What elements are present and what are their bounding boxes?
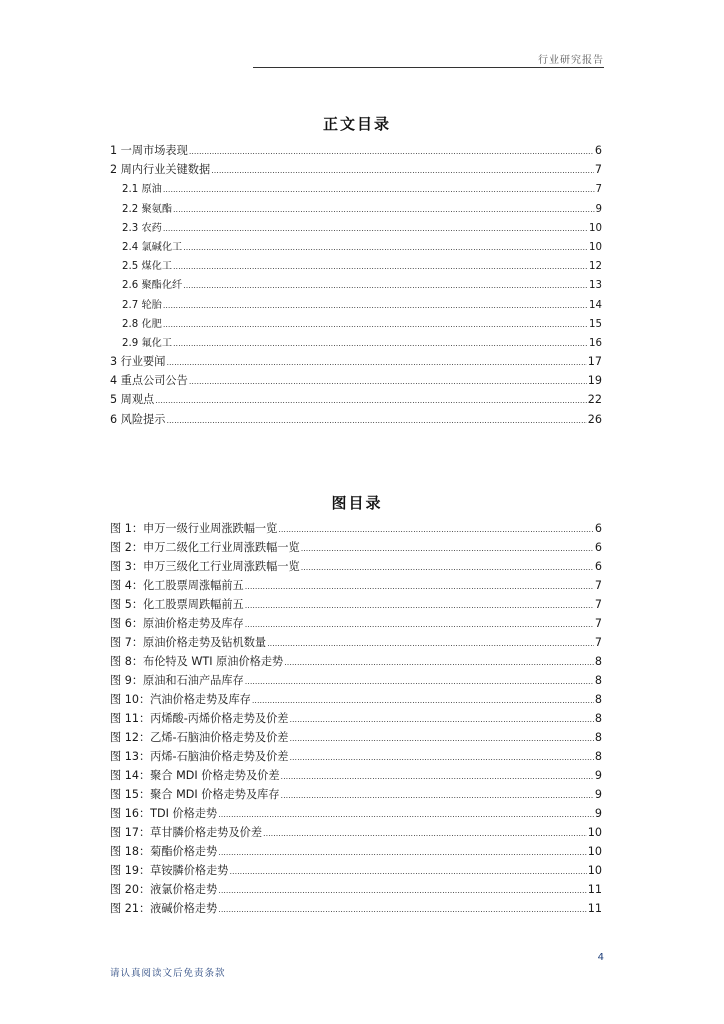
figure-entry-label: 图 9：原油和石油产品库存: [110, 674, 244, 687]
toc-entry-page: 6: [594, 144, 602, 157]
toc-entry-label: 2.5 煤化工: [122, 261, 173, 273]
toc-entry-label: 6 风险提示: [110, 412, 166, 426]
toc-entry-label: 3 行业要闻: [110, 355, 166, 369]
figure-entry-page: 10: [587, 864, 602, 877]
toc-entry-label: 2.9 氟化工: [122, 337, 173, 349]
figure-entry-page: 7: [594, 598, 602, 611]
toc-list: [110, 142, 602, 430]
toc-entry[interactable]: [110, 411, 602, 430]
toc-entry-page: 10: [589, 241, 602, 253]
figure-entry[interactable]: [110, 691, 602, 710]
dot-leader: [289, 753, 593, 762]
toc-entry-page: 14: [589, 299, 602, 311]
dot-leader: [163, 185, 595, 194]
figure-entry[interactable]: [110, 805, 602, 824]
figure-entry-label: 图 17：草甘膦价格走势及价差: [110, 826, 263, 839]
figure-entry-page: 6: [594, 522, 602, 535]
report-type-header: 行业研究报告: [538, 55, 604, 66]
toc-entry-label: 2.1 原油: [122, 184, 162, 196]
toc-entry-page: 17: [587, 355, 602, 369]
toc-entry[interactable]: [110, 257, 602, 276]
figure-list-title: 图目录: [331, 494, 383, 512]
figure-entry-page: 6: [594, 541, 602, 554]
dot-leader: [267, 639, 594, 648]
dot-leader: [289, 734, 593, 743]
figure-entry-page: 8: [594, 655, 602, 668]
toc-entry[interactable]: [110, 353, 602, 372]
toc-entry-label: 2.4 氯碱化工: [122, 241, 183, 253]
figure-entry-label: 图 13：丙烯-石脑油价格走势及价差: [110, 750, 289, 763]
figure-entry-label: 图 6：原油价格走势及库存: [110, 617, 244, 630]
figure-entry[interactable]: [110, 577, 602, 596]
dot-leader: [245, 582, 594, 591]
figure-entry-page: 10: [587, 826, 602, 839]
dot-leader: [278, 525, 594, 534]
toc-entry[interactable]: [110, 142, 602, 161]
figure-entry-label: 图 12：乙烯-石脑油价格走势及价差: [110, 731, 289, 744]
toc-entry-label: 2.6 聚酯化纤: [122, 280, 183, 292]
dot-leader: [245, 601, 594, 610]
figure-entry-page: 8: [594, 750, 602, 763]
figure-entry-page: 6: [594, 560, 602, 573]
figure-entry-page: 8: [594, 674, 602, 687]
toc-entry[interactable]: [110, 296, 602, 315]
figure-entry-page: 11: [587, 902, 602, 915]
toc-entry[interactable]: [110, 238, 602, 257]
figure-entry[interactable]: [110, 824, 602, 843]
figure-entry-label: 图 11：丙烯酸-丙烯价格走势及价差: [110, 712, 289, 725]
dot-leader: [229, 867, 586, 876]
figure-entry-label: 图 18：菊酯价格走势: [110, 845, 218, 858]
figure-entry-label: 图 4：化工股票周涨幅前五: [110, 579, 244, 592]
dot-leader: [301, 544, 594, 553]
figure-entry-page: 9: [594, 788, 602, 801]
figure-entry-label: 图 1：申万一级行业周涨跌幅一览: [110, 522, 278, 535]
page-number: 4: [597, 952, 604, 963]
dot-leader: [163, 224, 588, 233]
dot-leader: [263, 829, 587, 838]
figure-entry-label: 图 10：汽油价格走势及库存: [110, 693, 251, 706]
figure-entry[interactable]: [110, 729, 602, 748]
dot-leader: [218, 848, 586, 857]
toc-entry-label: 2.7 轮胎: [122, 299, 162, 311]
figure-entry-page: 8: [594, 731, 602, 744]
figure-entry[interactable]: [110, 615, 602, 634]
toc-entry[interactable]: [110, 200, 602, 219]
toc-entry-page: 22: [587, 393, 602, 407]
dot-leader: [218, 810, 594, 819]
dot-leader: [173, 205, 595, 214]
figure-entry[interactable]: [110, 520, 602, 539]
figure-entry-page: 7: [594, 617, 602, 630]
figure-entry-label: 图 16：TDI 价格走势: [110, 807, 218, 820]
toc-entry[interactable]: [110, 161, 602, 180]
toc-title: 正文目录: [322, 115, 391, 133]
disclaimer-note: 请认真阅读文后免责条款: [110, 968, 226, 979]
figure-entry-label: 图 14：聚合 MDI 价格走势及价差: [110, 769, 280, 782]
dot-leader: [281, 791, 594, 800]
dot-leader: [218, 886, 586, 895]
figure-entry-label: 图 5：化工股票周跌幅前五: [110, 598, 244, 611]
dot-leader: [245, 620, 594, 629]
dot-leader: [166, 416, 586, 425]
figure-entry[interactable]: [110, 767, 602, 786]
toc-entry[interactable]: [110, 391, 602, 410]
figure-entry-page: 10: [587, 845, 602, 858]
dot-leader: [218, 905, 586, 914]
toc-entry[interactable]: [110, 219, 602, 238]
dot-leader: [301, 563, 594, 572]
figure-entry-page: 8: [594, 712, 602, 725]
toc-entry-label: 2.3 农药: [122, 222, 162, 234]
toc-entry-page: 7: [594, 163, 602, 177]
figure-entry-label: 图 8：布伦特及 WTI 原油价格走势: [110, 655, 284, 668]
toc-entry-page: 16: [589, 337, 602, 349]
dot-leader: [173, 339, 588, 348]
dot-leader: [289, 715, 593, 724]
dot-leader: [281, 772, 594, 781]
toc-entry[interactable]: [110, 334, 602, 353]
figure-entry[interactable]: [110, 558, 602, 577]
dot-leader: [245, 677, 594, 686]
figure-entry-page: 8: [594, 693, 602, 706]
figure-entry[interactable]: [110, 900, 602, 919]
figure-entry-label: 图 21：液碱价格走势: [110, 902, 218, 915]
dot-leader: [284, 658, 594, 667]
figure-entry-page: 9: [594, 807, 602, 820]
dot-leader: [173, 262, 588, 271]
toc-entry-label: 5 周观点: [110, 393, 155, 407]
toc-entry-label: 2.2 聚氨酯: [122, 203, 173, 215]
figure-entry[interactable]: [110, 539, 602, 558]
figure-entry-label: 图 15：聚合 MDI 价格走势及库存: [110, 788, 280, 801]
toc-entry[interactable]: [110, 276, 602, 295]
figure-entry-page: 7: [594, 579, 602, 592]
figure-entry[interactable]: [110, 843, 602, 862]
figure-entry[interactable]: [110, 881, 602, 900]
dot-leader: [211, 166, 594, 175]
toc-entry-page: 19: [587, 374, 602, 388]
header-rule: [253, 67, 604, 68]
dot-leader: [189, 377, 587, 386]
dot-leader: [155, 396, 587, 405]
toc-entry-page: 9: [595, 203, 602, 215]
figure-entry[interactable]: [110, 653, 602, 672]
toc-entry[interactable]: [110, 315, 602, 334]
figure-entry-label: 图 3：申万三级化工行业周涨跌幅一览: [110, 560, 300, 573]
figure-list: [110, 520, 602, 919]
toc-entry[interactable]: [110, 372, 602, 391]
toc-entry-label: 2.8 化肥: [122, 318, 162, 330]
toc-entry-label: 2 周内行业关键数据: [110, 163, 211, 177]
figure-entry-label: 图 7：原油价格走势及钻机数量: [110, 636, 267, 649]
figure-entry-label: 图 2：申万二级化工行业周涨跌幅一览: [110, 541, 300, 554]
figure-entry-label: 图 20：液氯价格走势: [110, 883, 218, 896]
dot-leader: [183, 243, 588, 252]
figure-entry-page: 9: [594, 769, 602, 782]
toc-entry-label: 4 重点公司公告: [110, 374, 188, 388]
figure-entry-page: 11: [587, 883, 602, 896]
figure-entry[interactable]: [110, 786, 602, 805]
toc-entry-page: 13: [589, 280, 602, 292]
dot-leader: [163, 320, 588, 329]
figure-entry[interactable]: [110, 596, 602, 615]
figure-entry-label: 图 19：草铵膦价格走势: [110, 864, 229, 877]
figure-entry[interactable]: [110, 748, 602, 767]
toc-entry[interactable]: [110, 180, 602, 199]
toc-entry-page: 26: [587, 412, 602, 426]
dot-leader: [183, 281, 588, 290]
dot-leader: [163, 301, 588, 310]
toc-entry-page: 7: [595, 184, 602, 196]
toc-entry-page: 15: [589, 318, 602, 330]
toc-entry-page: 10: [589, 222, 602, 234]
figure-entry[interactable]: [110, 672, 602, 691]
dot-leader: [189, 147, 594, 156]
figure-entry-page: 7: [594, 636, 602, 649]
dot-leader: [252, 696, 594, 705]
toc-entry-page: 12: [589, 261, 602, 273]
figure-entry[interactable]: [110, 634, 602, 653]
dot-leader: [166, 358, 586, 367]
toc-entry-label: 1 一周市场表现: [110, 144, 188, 157]
figure-entry[interactable]: [110, 862, 602, 881]
figure-entry[interactable]: [110, 710, 602, 729]
